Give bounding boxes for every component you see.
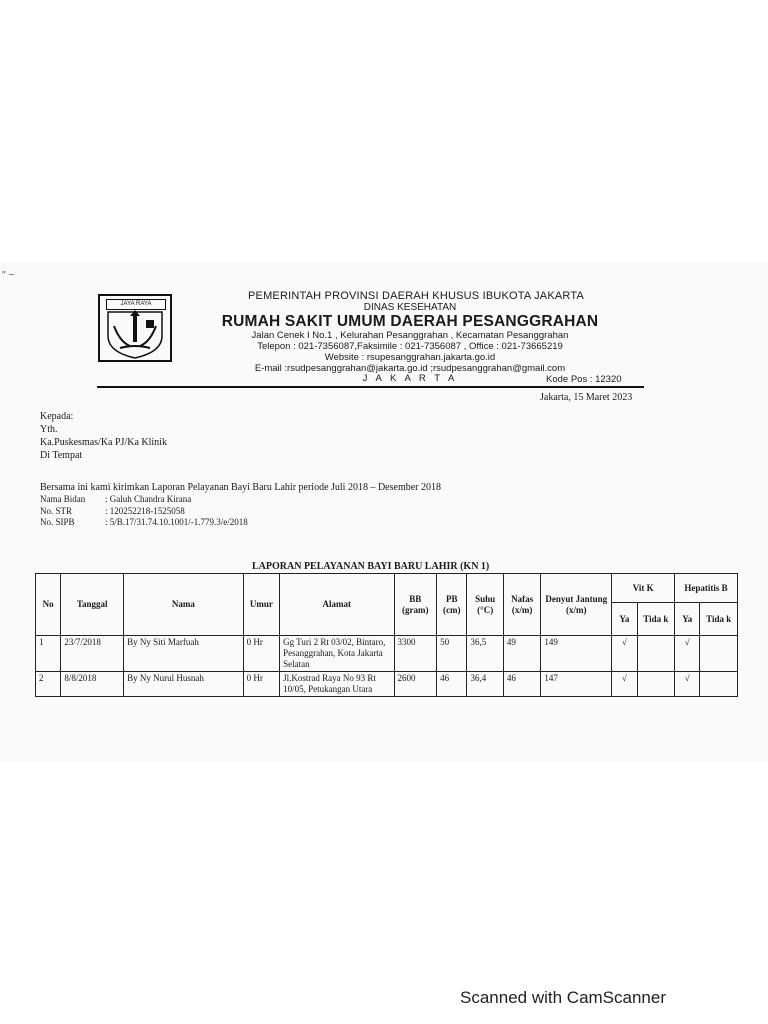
cell-nama: By Ny Siti Marfuah: [124, 636, 244, 672]
cell-alamat: Jl.Kostrad Raya No 93 Rt 10/05, Petukangan Utara: [280, 672, 394, 697]
col-nama: Nama: [124, 574, 244, 636]
col-tanggal: Tanggal: [61, 574, 124, 636]
report-table: [35, 573, 738, 697]
header-email: E-mail :rsudpesanggrahan@jakarta.go.id ;rsudpesanggrahan@gmail.com: [254, 363, 566, 374]
jakarta-emblem-logo: [98, 294, 172, 362]
cell-vitk-ya: √: [612, 636, 637, 672]
header-line-government: PEMERINTAH PROVINSI DAERAH KHUSUS IBUKOTA JAKARTA: [248, 290, 584, 302]
address-line: Di Tempat: [40, 450, 83, 461]
header-phone: Telepon : 021-7356087,Faksimile : 021-7356087 , Office : 021-73665219: [257, 341, 563, 352]
header-street-address: Jalan Cenek I No.1 , Kelurahan Pesanggrahan , Kecamatan Pesanggrahan: [251, 330, 569, 341]
cell-denyut: 149: [541, 636, 612, 672]
info-row: [40, 494, 248, 506]
cell-alamat: Gg Turi 2 Rt 03/02, Bintaro, Pesanggrahan, Kota Jakarta Selatan: [280, 636, 394, 672]
header-postal-code: Kode Pos : 12320: [546, 374, 622, 385]
cell-nama: By Ny Nurul Husnah: [124, 672, 244, 697]
scan-artifact: " ~: [2, 270, 15, 281]
col-denyut-jantung: Denyut Jantung (x/m): [541, 574, 612, 636]
col-nafas: Nafas (x/m): [503, 574, 540, 636]
table-title: LAPORAN PELAYANAN BAYI BARU LAHIR (KN 1): [252, 561, 490, 572]
col-alamat: Alamat: [280, 574, 394, 636]
col-pb: PB (cm): [437, 574, 467, 636]
table-row: [36, 636, 738, 672]
letterhead: [180, 290, 640, 384]
cell-tanggal: 8/8/2018: [61, 672, 124, 697]
cell-suhu: 36,5: [467, 636, 503, 672]
cell-no: 2: [36, 672, 61, 697]
cell-pb: 50: [437, 636, 467, 672]
col-hepb-tidak: Tida k: [700, 603, 738, 636]
header-line-department: DINAS KESEHATAN: [363, 302, 457, 313]
cell-pb: 46: [437, 672, 467, 697]
cell-tanggal: 23/7/2018: [61, 636, 124, 672]
intro-paragraph: Bersama ini kami kirimkan Laporan Pelayanan Bayi Baru Lahir periode Juli 2018 – Desember 2018: [40, 482, 442, 493]
header-city: J A K A R T A: [362, 373, 458, 384]
info-value: : Galuh Chandra Kirana: [105, 494, 192, 504]
cell-no: 1: [36, 636, 61, 672]
info-value: : 120252218-1525058: [105, 505, 185, 516]
address-line: Kepada:: [40, 411, 74, 422]
info-key: No. STR: [40, 505, 73, 516]
col-vitk-tidak: Tida k: [637, 603, 674, 636]
col-vitk-ya: Ya: [612, 603, 637, 636]
cell-umur: 0 Hr: [243, 672, 279, 697]
cell-suhu: 36,4: [467, 672, 503, 697]
col-vit-k: Vit K: [612, 574, 675, 603]
cell-hepb-ya: √: [675, 672, 700, 697]
cell-vitk-tidak: [637, 636, 674, 672]
midwife-info: [40, 494, 248, 529]
address-line: Ka.Puskesmas/Ka PJ/Ka Klinik: [40, 437, 167, 448]
col-hepb-ya: Ya: [675, 603, 700, 636]
cell-denyut: 147: [541, 672, 612, 697]
header-website: Website : rsupesanggrahan.jakarta.go.id: [324, 352, 496, 363]
camscanner-watermark: Scanned with CamScanner: [460, 988, 667, 1007]
col-umur: Umur: [243, 574, 279, 636]
cell-hepb-tidak: [700, 672, 738, 697]
info-row: [40, 517, 248, 529]
table-row: [36, 672, 738, 697]
letterhead-divider: [97, 386, 644, 388]
cell-hepb-ya: √: [675, 636, 700, 672]
cell-nafas: 49: [503, 636, 540, 672]
col-suhu: Suhu (°C): [467, 574, 503, 636]
info-key: Nama Bidan: [40, 494, 86, 504]
logo-band-text: JAYA RAYA: [106, 299, 166, 310]
address-line: Yth.: [40, 424, 58, 435]
cell-bb: 2600: [394, 672, 437, 697]
cell-umur: 0 Hr: [243, 636, 279, 672]
recipient-address: [40, 410, 167, 462]
col-hepatitis-b: Hepatitis B: [675, 574, 738, 603]
cell-nafas: 46: [503, 672, 540, 697]
header-hospital-name: RUMAH SAKIT UMUM DAERAH PESANGGRAHAN: [221, 313, 599, 330]
cell-vitk-tidak: [637, 672, 674, 697]
letter-date: Jakarta, 15 Maret 2023: [540, 392, 633, 403]
info-key: No. SIPB: [40, 517, 75, 527]
col-no: No: [36, 574, 61, 636]
cell-vitk-ya: √: [612, 672, 637, 697]
cell-hepb-tidak: [700, 636, 738, 672]
cell-bb: 3300: [394, 636, 437, 672]
info-row: [40, 506, 248, 518]
info-value: : 5/B.17/31.74.10.1001/-1.779.3/e/2018: [105, 517, 248, 527]
col-bb: BB (gram): [394, 574, 437, 636]
emblem-icon: [100, 296, 170, 360]
table-header-row: [36, 574, 738, 603]
